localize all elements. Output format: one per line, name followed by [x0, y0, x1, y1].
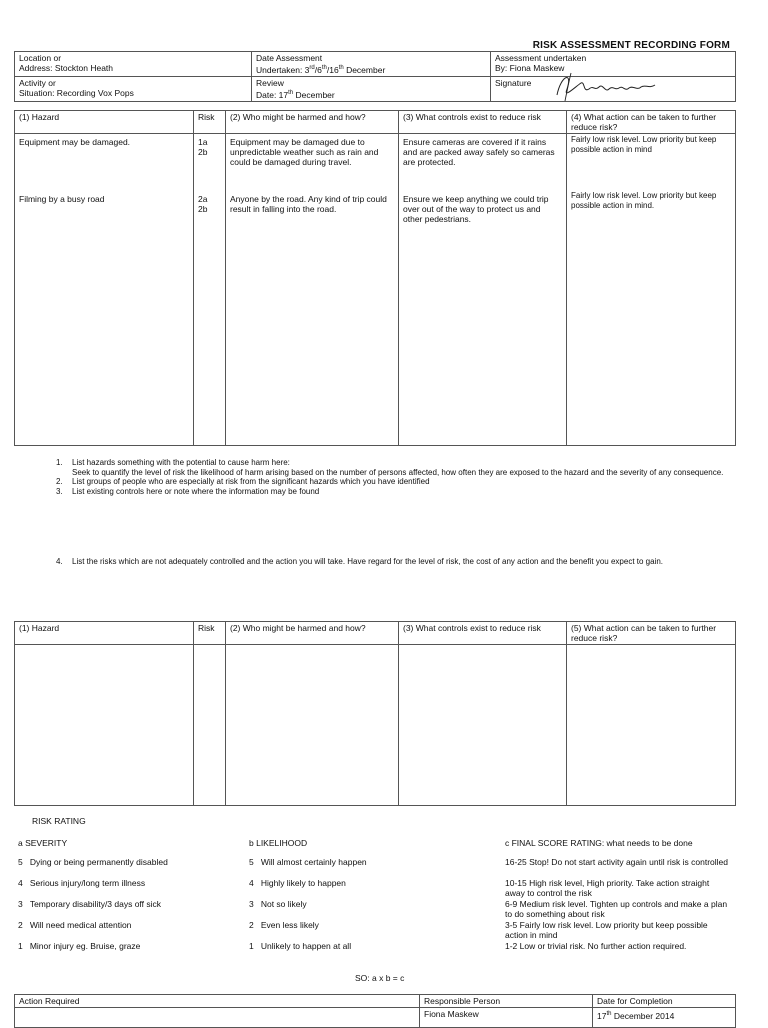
review-date: Date: 17th December	[256, 89, 335, 100]
t2-col-who: (2) Who might be harmed and how?	[226, 622, 399, 645]
hazard-2: Filming by a busy road	[19, 194, 105, 204]
risk-1: 1a 2b	[198, 137, 208, 157]
likelihood-item: 1 Unlikely to happen at all	[249, 941, 352, 951]
severity-item: 1 Minor injury eg. Bruise, graze	[18, 941, 141, 951]
severity-item: 4 Serious injury/long term illness	[18, 878, 146, 888]
likelihood-title: b LIKELIHOOD	[249, 838, 308, 848]
col-hazard: (1) Hazard	[15, 111, 194, 134]
who-2: Anyone by the road. Any kind of trip could result in falling into the road.	[230, 194, 387, 214]
t2-action-cell	[567, 645, 736, 806]
final-item: 6-9 Medium risk level. Tighten up controls and make a plan to do something about risk	[505, 899, 728, 919]
final-item: 1-2 Low or trivial risk. No further action required.	[505, 941, 687, 951]
likelihood-list	[249, 838, 469, 962]
likelihood-item: 4 Highly likely to happen	[249, 878, 346, 888]
risk-2: 2a 2b	[198, 194, 208, 214]
date-assessment-cell	[252, 52, 491, 77]
assessment-by: By: Fiona Maskew	[495, 63, 565, 73]
location-label: Location or	[19, 53, 62, 63]
likelihood-item: 3 Not so likely	[249, 899, 307, 909]
t2-col-action: (5) What action can be taken to further reduce risk?	[567, 622, 736, 645]
t2-who-cell	[226, 645, 399, 806]
date-completion-header: Date for Completion	[593, 995, 736, 1008]
t2-controls-cell	[399, 645, 567, 806]
t2-hazard-cell	[15, 645, 194, 806]
responsible-person-value: Fiona Maskew	[420, 1008, 593, 1028]
final-item: 3-5 Fairly low risk level. Low priority but keep possible action in mind	[505, 920, 708, 940]
note-3: 3. List existing controls here or note where the information may be found	[56, 486, 320, 496]
t2-col-controls: (3) What controls exist to reduce risk	[399, 622, 567, 645]
t2-col-risk: Risk	[194, 622, 226, 645]
who-cell	[226, 134, 399, 446]
action-1: Fairly low risk level. Low priority but keep possible action in mind	[571, 135, 717, 154]
notes-list	[56, 458, 736, 567]
header-table	[14, 51, 736, 102]
action-table	[14, 994, 736, 1028]
review-cell	[252, 76, 491, 101]
final-item: 16-25 Stop! Do not start activity again until risk is controlled	[505, 857, 728, 867]
undertaken-value: Undertaken: 3rd/6th/16th December	[256, 64, 386, 75]
risk-cell	[194, 134, 226, 446]
controls-1: Ensure cameras are covered if it rains and are packed away safely so cameras are protected.	[403, 137, 555, 167]
situation-value: Situation: Recording Vox Pops	[19, 87, 134, 98]
hazard-cell	[15, 134, 194, 446]
controls-cell	[399, 134, 567, 446]
severity-item: 5 Dying or being permanently disabled	[18, 857, 168, 867]
likelihood-item: 2 Even less likely	[249, 920, 319, 930]
date-completion-value: 17th December 2014	[593, 1008, 736, 1028]
signature-cell	[491, 76, 736, 101]
formula: SO: a x b = c	[355, 973, 405, 983]
assessment-label: Assessment undertaken	[495, 53, 587, 63]
activity-cell	[15, 76, 252, 101]
action-required-value[interactable]	[15, 1008, 420, 1028]
date-assessment-label: Date Assessment	[256, 53, 323, 63]
signature-image	[551, 69, 661, 103]
note-2: 2. List groups of people who are especially at risk from the significant hazards which you have identified	[56, 477, 430, 486]
severity-item: 3 Temporary disability/3 days off sick	[18, 899, 162, 909]
hazard-table	[14, 110, 736, 446]
final-item: 10-15 High risk level, High priority. Take action straight away to control the risk	[505, 878, 710, 898]
location-cell	[15, 52, 252, 77]
responsible-person-header: Responsible Person	[420, 995, 593, 1008]
who-1: Equipment may be damaged due to unpredictable weather such as rain and could be damaged during travel.	[230, 137, 379, 167]
note-1: 1. List hazards something with the potential to cause harm here: Seek to quantify the level of risk the likelihood of harm arising based on the number of persons affected, how often they are exposed to the hazard and the severity of any consequence.	[56, 458, 724, 477]
t2-col-hazard: (1) Hazard	[15, 622, 194, 645]
risk-rating-title: RISK RATING	[32, 816, 86, 826]
final-title: c FINAL SCORE RATING: what needs to be done	[505, 838, 693, 848]
severity-item: 2 Will need medical attention	[18, 920, 132, 930]
col-action: (4) What action can be taken to further reduce risk?	[567, 111, 736, 134]
note-4: 4. List the risks which are not adequately controlled and the action you will take. Have regard for the level of risk, the cost of any action and the benefit you expect to gain.	[56, 557, 664, 566]
review-label: Review	[256, 77, 284, 88]
controls-2: Ensure we keep anything we could trip over out of the way to protect us and other pedestrians.	[403, 194, 549, 224]
likelihood-item: 5 Will almost certainly happen	[249, 857, 367, 867]
action-2: Fairly low risk level. Low priority but keep possible action in mind.	[571, 191, 717, 210]
severity-list	[18, 838, 238, 962]
action-cell	[567, 134, 736, 446]
uncontrolled-risks-table	[14, 621, 736, 806]
severity-title: a SEVERITY	[18, 838, 68, 848]
address-value: Address: Stockton Heath	[19, 63, 114, 73]
activity-label: Activity or	[19, 77, 56, 88]
col-who: (2) Who might be harmed and how?	[226, 111, 399, 134]
t2-risk-cell	[194, 645, 226, 806]
form-title: RISK ASSESSMENT RECORDING FORM	[532, 40, 730, 51]
col-risk: Risk	[194, 111, 226, 134]
final-score-list	[505, 838, 731, 962]
signature-label: Signature	[495, 77, 532, 88]
hazard-1: Equipment may be damaged.	[19, 137, 131, 147]
col-controls: (3) What controls exist to reduce risk	[399, 111, 567, 134]
action-required-header: Action Required	[15, 995, 420, 1008]
